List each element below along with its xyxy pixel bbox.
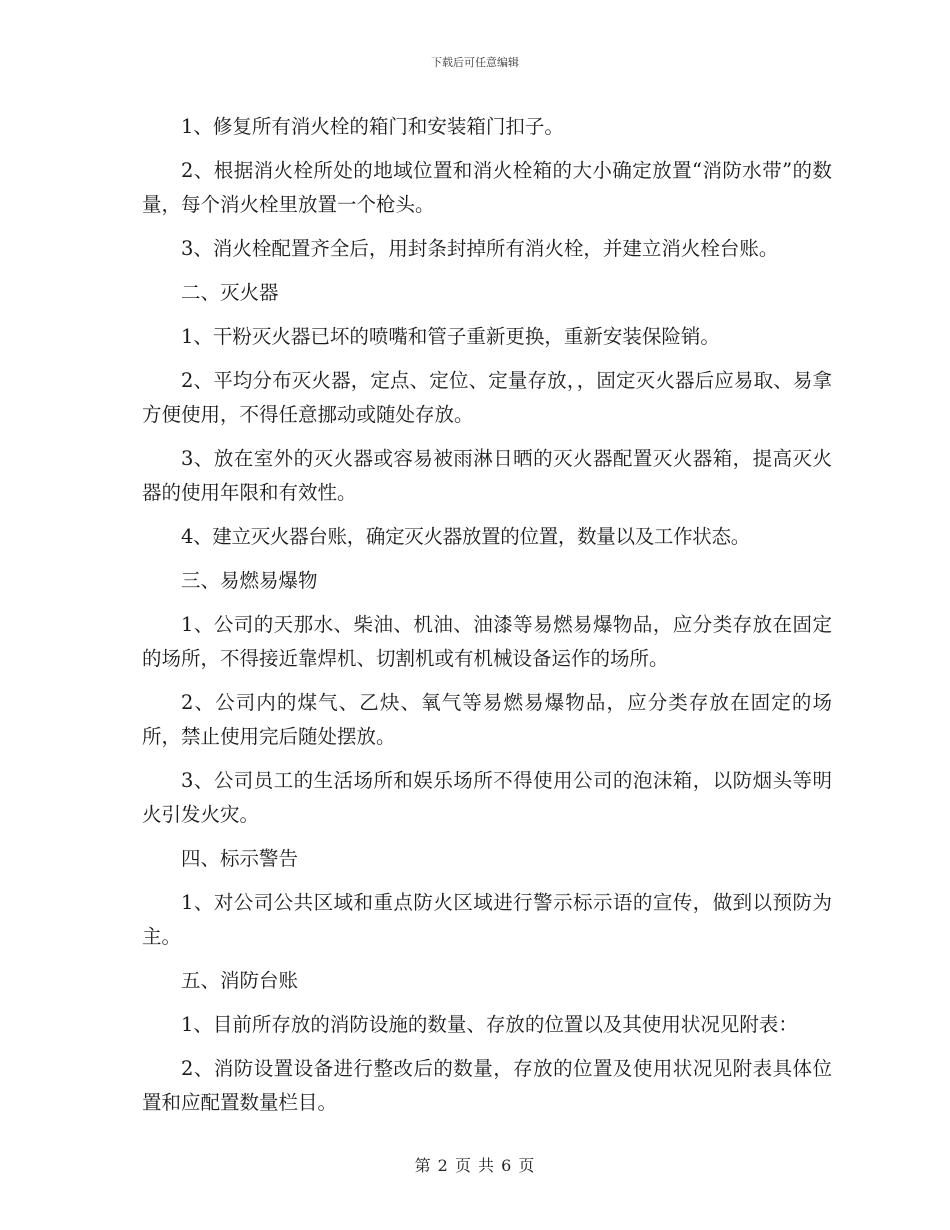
paragraph: 1、目前所存放的消防设施的数量、存放的位置以及其使用状况见附表： [181,1013,798,1036]
section-heading: 五、消防台账 [181,969,299,992]
page-number: 第 2 页 共 6 页 [414,1156,536,1175]
paragraph: 2、根据消火栓所处的地域位置和消火栓箱的大小确定放置“消防水带”的数量，每个消火栓里放置一个枪头。 [142,159,832,216]
section-heading: 二、灭火器 [181,281,279,304]
page-header-note: 下载后可任意编辑 [431,56,519,69]
paragraph: 3、公司员工的生活场所和娱乐场所不得使用公司的泡沫箱，以防烟头等明火引发火灾。 [142,769,832,826]
paragraph: 2、平均分布灭火器，定点、定位、定量存放，，固定灭火器后应易取、易拿方便使用，不得任意挪动或随处存放。 [142,369,832,426]
paragraph: 1、对公司公共区域和重点防火区域进行警示标示语的宣传，做到以预防为主。 [142,891,832,948]
paragraph: 3、消火栓配置齐全后，用封条封掉所有消火栓，并建立消火栓台账。 [181,237,779,260]
document-body [142,110,832,1130]
paragraph: 2、公司内的煤气、乙炔、氧气等易燃易爆物品，应分类存放在固定的场所，禁止使用完后随处摆放。 [142,691,832,748]
section-heading: 四、标示警告 [181,847,299,870]
paragraph: 1、修复所有消火栓的箱门和安装箱门扣子。 [181,115,564,138]
paragraph: 2、消防设置设备进行整改后的数量，存放的位置及使用状况见附表具体位置和应配置数量栏目。 [142,1057,832,1114]
section-heading: 三、易燃易爆物 [181,569,318,592]
paragraph: 1、公司的天那水、柴油、机油、油漆等易燃易爆物品，应分类存放在固定的场所，不得接近靠焊机、切割机或有机械设备运作的场所。 [142,613,832,670]
paragraph: 1、干粉灭火器已坏的喷嘴和管子重新更换，重新安装保险销。 [181,325,720,348]
paragraph: 3、放在室外的灭火器或容易被雨淋日晒的灭火器配置灭火器箱，提高灭火器的使用年限和有效性。 [142,447,832,504]
paragraph: 4、建立灭火器台账，确定灭火器放置的位置，数量以及工作状态。 [181,525,750,548]
